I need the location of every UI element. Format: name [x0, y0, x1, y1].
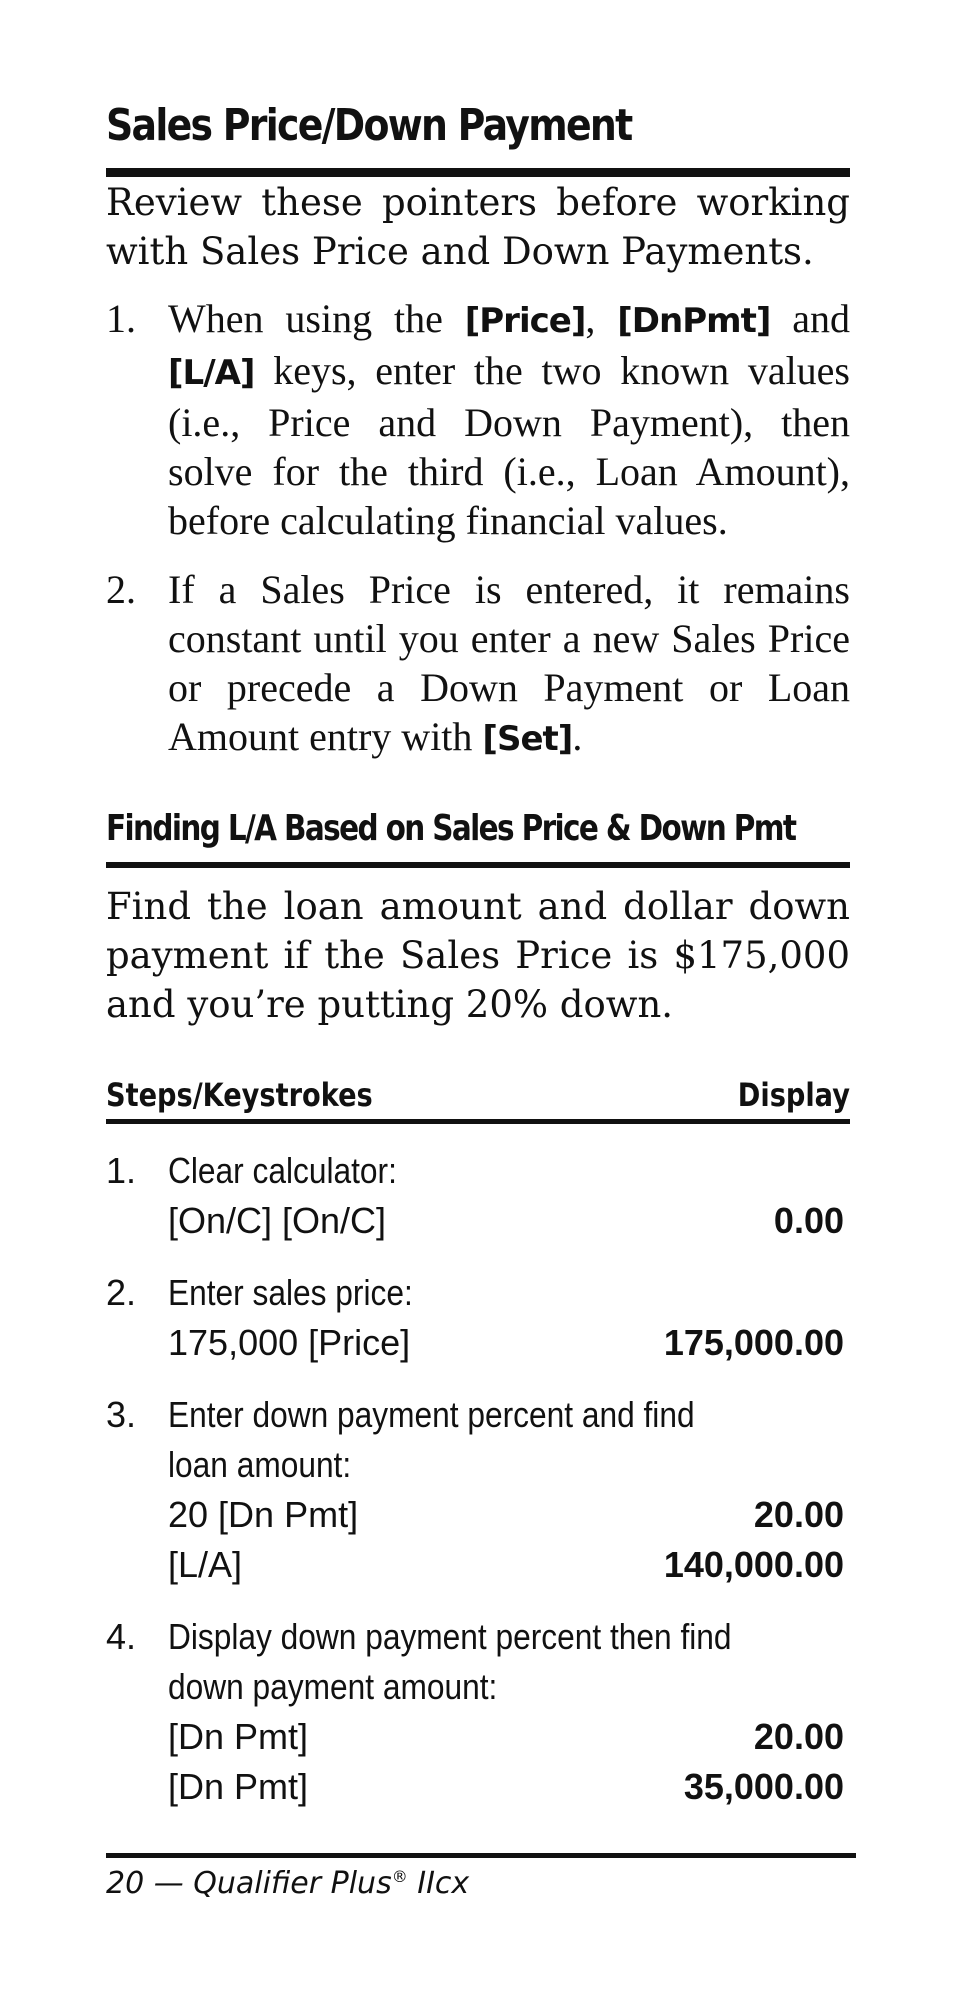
- pointer-item-1: [106, 294, 850, 545]
- step-number: 4.: [106, 1616, 137, 1657]
- display-column-header: Display: [737, 1076, 850, 1114]
- keystrokes: 20 [Dn Pmt]: [168, 1494, 359, 1535]
- pointer-text: and: [770, 296, 850, 341]
- keystroke-row: [168, 1762, 850, 1812]
- section-heading: Finding L/A Based on Sales Price & Down Pmt: [106, 808, 796, 849]
- step-description: Enter down payment percent and find: [168, 1394, 695, 1435]
- display-value: 175,000.00: [663, 1322, 844, 1363]
- step-item: [106, 1612, 850, 1812]
- pointer-list: [106, 294, 850, 764]
- keystroke-row: [168, 1490, 850, 1540]
- step-item: [106, 1268, 850, 1368]
- pointer-text: When using the: [168, 296, 465, 341]
- display-value: 0.00: [773, 1200, 844, 1241]
- step-description: Display down payment percent then find: [168, 1616, 732, 1657]
- keystroke-row: [168, 1196, 850, 1246]
- keystrokes: [Dn Pmt]: [168, 1766, 309, 1807]
- keystrokes: [Dn Pmt]: [168, 1716, 309, 1757]
- price-key: [Price]: [464, 301, 586, 341]
- set-key: [Set]: [482, 719, 573, 759]
- keystrokes: 175,000 [Price]: [168, 1322, 411, 1363]
- step-number: 2.: [106, 1272, 137, 1313]
- title-rule: [106, 168, 850, 177]
- keystrokes: [On/C] [On/C]: [168, 1200, 387, 1241]
- display-value: 140,000.00: [663, 1544, 844, 1585]
- keystroke-row: [168, 1540, 850, 1590]
- table-header: [106, 1076, 850, 1120]
- step-description: Enter sales price:: [168, 1272, 413, 1313]
- example-paragraph: Find the loan amount and dollar down payment if the Sales Price is $175,000 and you’re putting 20% down.: [106, 885, 850, 1026]
- page-title: Sales Price/Down Payment: [106, 100, 632, 151]
- pointer-text: If a Sales Price is entered, it remains constant until you enter a new Sales Price or precede a Down Payment or Loan Amount entry with: [168, 567, 850, 759]
- keystroke-row: [168, 1318, 850, 1368]
- display-value: 35,000.00: [683, 1766, 844, 1807]
- pointer-text: .: [572, 714, 583, 759]
- display-value: 20.00: [753, 1716, 844, 1757]
- registered-mark: ®: [391, 1867, 408, 1886]
- page-footer: [106, 1866, 469, 1901]
- steps-list: [106, 1146, 850, 1834]
- keystrokes: [L/A]: [168, 1544, 243, 1585]
- step-description: down payment amount:: [168, 1666, 498, 1707]
- step-description: loan amount:: [168, 1444, 352, 1485]
- pointer-text: ,: [585, 296, 618, 341]
- step-number: 3.: [106, 1394, 137, 1435]
- steps-column-header: Steps/Keystrokes: [106, 1076, 373, 1114]
- table-header-rule: [106, 1119, 850, 1124]
- pointer-number: 1.: [106, 296, 136, 341]
- footer-rule: [106, 1853, 856, 1858]
- dnpmt-key: [DnPmt]: [617, 301, 771, 341]
- footer-model: IIcx: [407, 1866, 470, 1901]
- step-number: 1.: [106, 1150, 137, 1191]
- la-key: [L/A]: [168, 353, 255, 393]
- step-item: [106, 1390, 850, 1590]
- step-item: [106, 1146, 850, 1246]
- footer-page-label: 20 — Qualifier Plus: [106, 1866, 392, 1901]
- pointer-number: 2.: [106, 567, 136, 612]
- section-rule: [106, 862, 850, 868]
- pointer-text: keys, enter the two known values (i.e., Price and Down Payment), then solve for the third (i.e., Loan Amount), before calculating financial values.: [168, 348, 850, 543]
- keystroke-row: [168, 1712, 850, 1762]
- step-description: Clear calculator:: [168, 1150, 397, 1191]
- display-value: 20.00: [753, 1494, 844, 1535]
- pointer-item-2: [106, 565, 850, 764]
- intro-paragraph: Review these pointers before working with Sales Price and Down Payments.: [106, 181, 850, 273]
